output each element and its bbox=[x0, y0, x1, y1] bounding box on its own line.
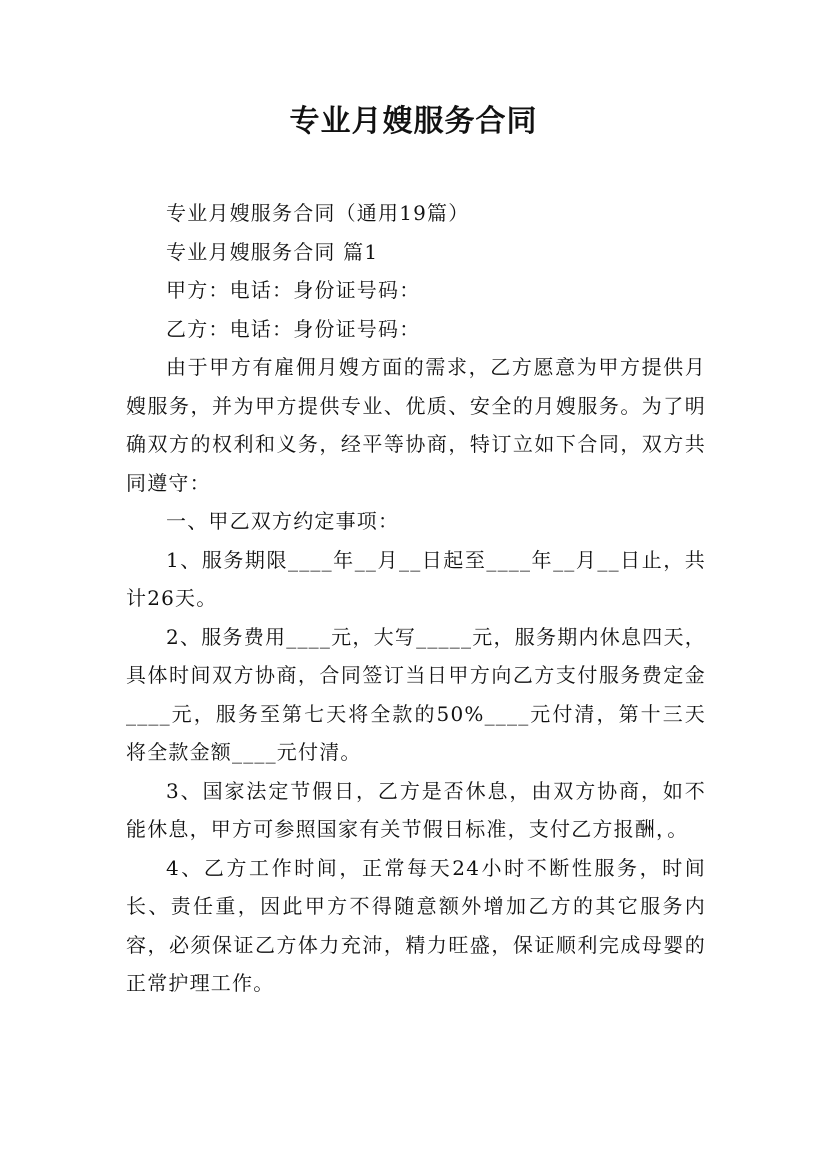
paragraph-subtitle: 专业月嫂服务合同（通用19篇） bbox=[166, 201, 470, 225]
paragraph-party-b: 乙方：电话：身份证号码： bbox=[166, 316, 421, 341]
paragraph-agreed-items-heading: 一、甲乙双方约定事项： bbox=[166, 509, 400, 533]
paragraph-party-a: 甲方：电话：身份证号码： bbox=[166, 278, 421, 302]
paragraph-preamble: 由于甲方有雇佣月嫂方面的需求，乙方愿意为甲方提供月嫂服务，并为甲方提供专业、优质、安全的月嫂服务。为了明确双方的权利和义务，经平等协商，特订立如下合同，双方共同遵守： bbox=[126, 355, 706, 495]
paragraph-clause-4: 4、乙方工作时间，正常每天24小时不断性服务，时间长、责任重，因此甲方不得随意额外增加乙方的其它服务内容，必须保证乙方体力充沛，精力旺盛，保证顺利完成母婴的正常护理工作。 bbox=[126, 855, 706, 995]
paragraph-section-heading: 专业月嫂服务合同 篇1 bbox=[166, 239, 379, 264]
paragraph-clause-2: 2、服务费用____元，大写_____元，服务期内休息四天，具体时间双方协商，合同签订当日甲方向乙方支付服务费定金____元，服务至第七天将全款的50%____元付清，第十三天将全款金额____元付清。 bbox=[126, 624, 706, 764]
document-body bbox=[126, 194, 706, 1003]
paragraph-clause-1: 1、服务期限____年__月__日起至____年__月__日止，共计26天。 bbox=[126, 547, 706, 610]
paragraph-clause-3: 3、国家法定节假日，乙方是否休息，由双方协商，如不能休息，甲方可参照国家有关节假日标准，支付乙方报酬，。 bbox=[126, 778, 706, 841]
document-title: 专业月嫂服务合同 bbox=[289, 104, 538, 139]
